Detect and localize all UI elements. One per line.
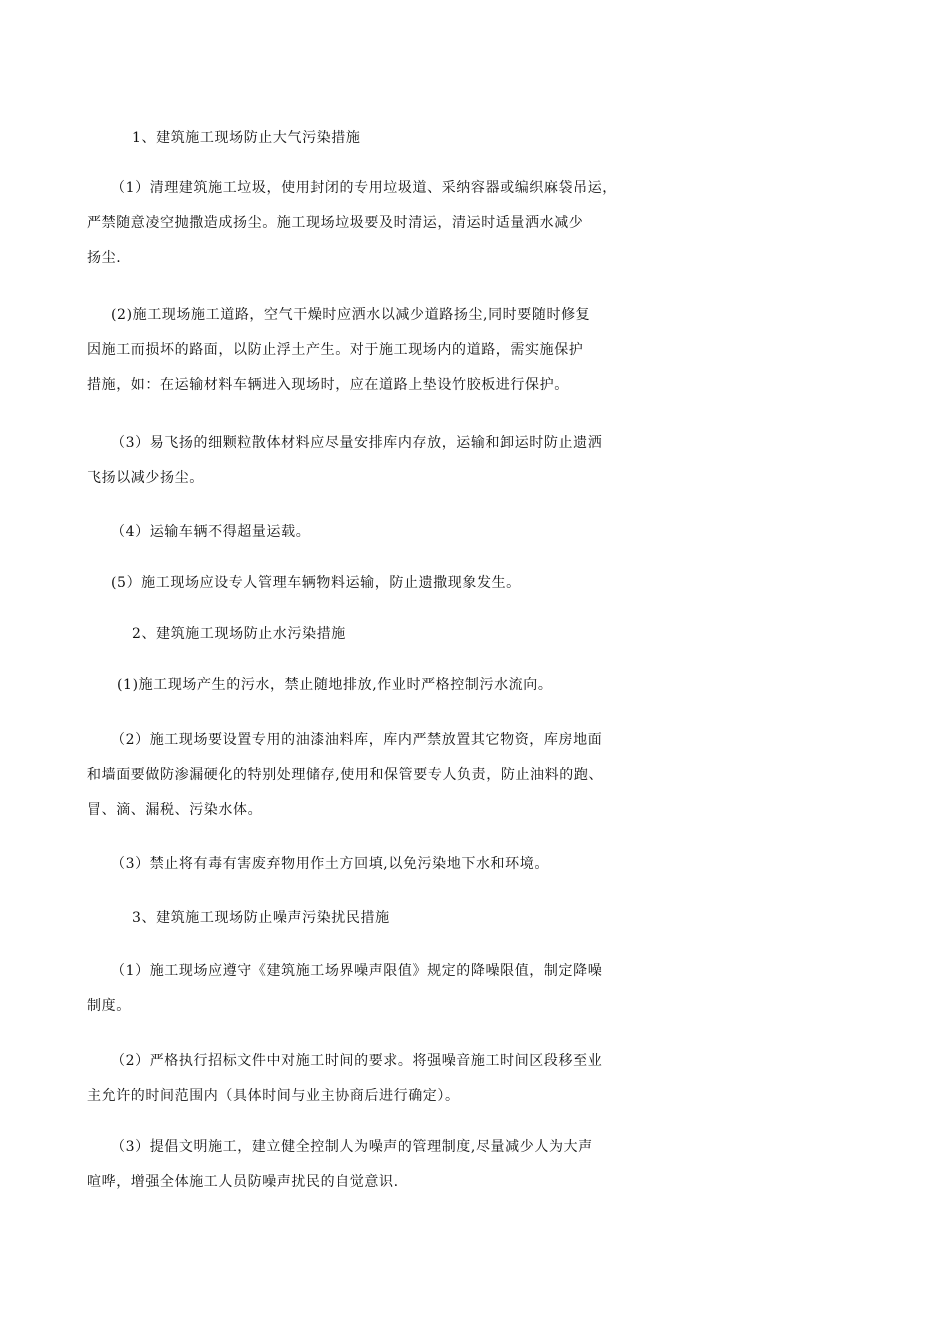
section-heading-water bbox=[87, 617, 887, 652]
paragraph-line: （1）清理建筑施工垃圾，使用封闭的专用垃圾道、采纳容器或编织麻袋吊运， bbox=[111, 180, 617, 196]
heading-line: 3、建筑施工现场防止噪声污染扰民措施 bbox=[132, 910, 390, 926]
paragraph-noise-2 bbox=[87, 1044, 887, 1114]
paragraph-water-2 bbox=[87, 723, 887, 828]
paragraph-line: 和墙面要做防渗漏硬化的特别处理储存,使用和保管要专人负责，防止油料的跑、 bbox=[87, 767, 604, 783]
paragraph-line: （4）运输车辆不得超量运载。 bbox=[111, 524, 311, 540]
paragraph-air-4 bbox=[87, 515, 887, 550]
paragraph-line: 扬尘. bbox=[87, 250, 122, 266]
paragraph-line: 喧哗，增强全体施工人员防噪声扰民的自觉意识. bbox=[87, 1174, 399, 1190]
paragraph-noise-3 bbox=[87, 1130, 887, 1200]
section-heading-noise bbox=[87, 901, 887, 936]
paragraph-line: 措施，如：在运输材料车辆进入现场时，应在道路上垫设竹胶板进行保护。 bbox=[87, 377, 569, 393]
paragraph-line: （3）易飞扬的细颗粒散体材料应尽量安排库内存放，运输和卸运时防止遗洒 bbox=[111, 435, 603, 451]
paragraph-line: 冒、滴、漏税、污染水体。 bbox=[87, 802, 263, 818]
paragraph-line: （2）严格执行招标文件中对施工时间的要求。将强噪音施工时间区段移至业 bbox=[111, 1053, 603, 1069]
paragraph-line: （2）施工现场要设置专用的油漆油料库，库内严禁放置其它物资，库房地面 bbox=[111, 732, 603, 748]
paragraph-line: 制度。 bbox=[87, 998, 131, 1014]
paragraph-line: 飞扬以减少扬尘。 bbox=[87, 470, 204, 486]
paragraph-line: （3）提倡文明施工，建立健全控制人为噪声的管理制度,尽量减少人为大声 bbox=[111, 1139, 593, 1155]
paragraph-water-3 bbox=[87, 847, 887, 882]
paragraph-line: （3）禁止将有毒有害废弃物用作土方回填,以免污染地下水和环境。 bbox=[111, 856, 549, 872]
paragraph-line: (1)施工现场产生的污水，禁止随地排放,作业时严格控制污水流向。 bbox=[117, 677, 553, 693]
paragraph-air-2 bbox=[87, 298, 887, 403]
paragraph-air-3 bbox=[87, 426, 887, 496]
paragraph-line: 因施工而损坏的路面，以防止浮土产生。对于施工现场内的道路，需实施保护 bbox=[87, 342, 584, 358]
paragraph-line: 主允许的时间范围内（具体时间与业主协商后进行确定）。 bbox=[87, 1088, 460, 1104]
heading-line: 1、建筑施工现场防止大气污染措施 bbox=[132, 130, 361, 146]
paragraph-line: (5）施工现场应设专人管理车辆物料运输，防止遗撒现象发生。 bbox=[111, 575, 521, 591]
paragraph-air-5 bbox=[87, 566, 887, 601]
paragraph-noise-1 bbox=[87, 954, 887, 1024]
paragraph-line: 严禁随意凌空抛撒造成扬尘。施工现场垃圾要及时清运，清运时适量洒水减少 bbox=[87, 215, 584, 231]
paragraph-line: (2)施工现场施工道路，空气干燥时应洒水以减少道路扬尘,同时要随时修复 bbox=[111, 307, 591, 323]
section-heading-air bbox=[87, 121, 887, 156]
heading-line: 2、建筑施工现场防止水污染措施 bbox=[132, 626, 346, 642]
paragraph-water-1 bbox=[87, 668, 887, 703]
paragraph-air-1 bbox=[87, 171, 887, 276]
paragraph-line: （1）施工现场应遵守《建筑施工场界噪声限值》规定的降噪限值，制定降噪 bbox=[111, 963, 603, 979]
